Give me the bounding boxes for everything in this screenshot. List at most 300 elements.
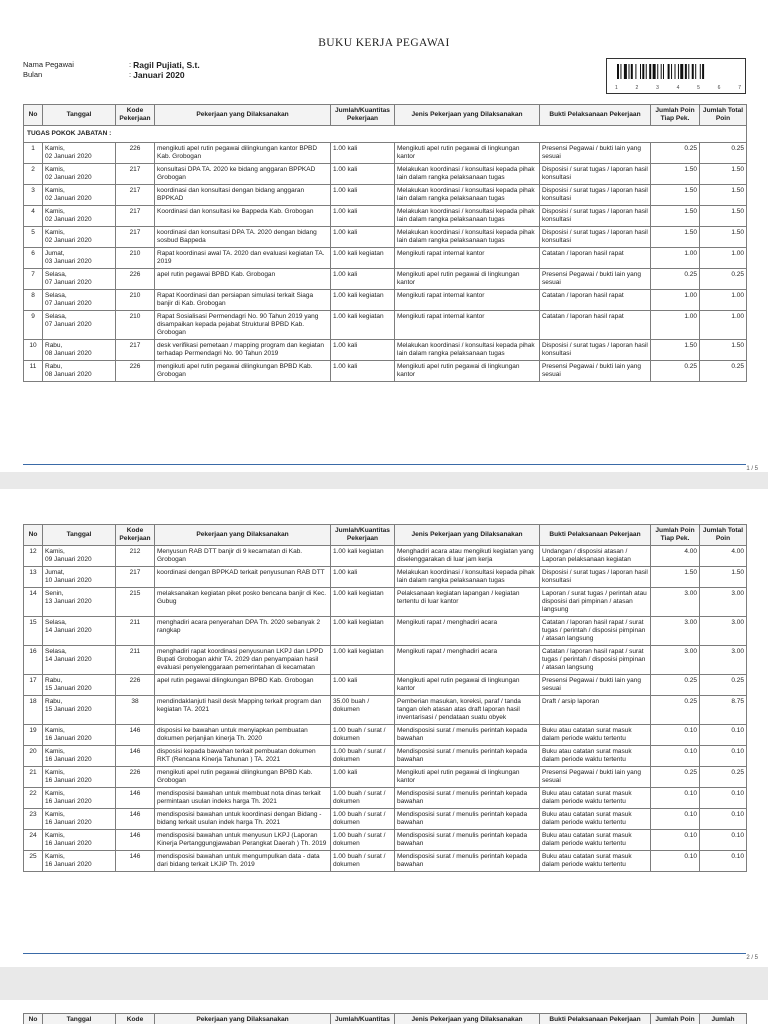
table-body <box>24 126 747 382</box>
table-row <box>24 809 747 830</box>
col-points-each: 1.50 <box>651 185 700 206</box>
col-task-type: Mendisposisi surat / menulis perintah kepada bawahan <box>395 725 540 746</box>
header-col-code: Kode Pekerjaan <box>116 525 155 546</box>
barcode-bars-icon <box>617 64 737 79</box>
col-code: 146 <box>116 851 155 872</box>
col-quantity: 1.00 kali <box>331 361 395 382</box>
col-code: 226 <box>116 361 155 382</box>
col-task-type: Mengikuti apel rutin pegawai di lingkungan kantor <box>395 675 540 696</box>
table-row <box>24 830 747 851</box>
col-quantity: 1.00 buah / surat / dokumen <box>331 788 395 809</box>
header-col-task-type: Jenis Pekerjaan yang Dilaksanakan <box>395 105 540 126</box>
page-footer-line <box>23 464 746 465</box>
table-body <box>24 546 747 872</box>
col-quantity: 1.00 kali kegiatan <box>331 290 395 311</box>
col-quantity: 1.00 kali <box>331 185 395 206</box>
col-quantity: 1.00 kali kegiatan <box>331 248 395 269</box>
col-quantity: 1.00 kali <box>331 269 395 290</box>
table-row <box>24 646 747 675</box>
col-evidence: Disposisi / surat tugas / laporan hasil konsultasi <box>540 340 651 361</box>
col-no: 8 <box>24 290 43 311</box>
document-page-2 <box>0 489 768 967</box>
col-points-each: 0.25 <box>651 361 700 382</box>
barcode-digit: 4 <box>676 85 680 91</box>
page-number: 1 / 5 <box>746 466 758 472</box>
col-no: 23 <box>24 809 43 830</box>
col-code: 212 <box>116 546 155 567</box>
col-date: Kamis, 16 Januari 2020 <box>43 830 116 851</box>
col-task-type: Mengikuti rapat internal kantor <box>395 248 540 269</box>
col-quantity: 1.00 buah / surat / dokumen <box>331 851 395 872</box>
barcode-digit: 1 <box>615 85 618 91</box>
col-points-total: 0.25 <box>700 269 747 290</box>
col-date: Selasa, 14 Januari 2020 <box>43 646 116 675</box>
document-page-3 <box>0 1000 768 1024</box>
table-row <box>24 311 747 340</box>
table-row <box>24 340 747 361</box>
header-col-no: No <box>24 525 43 546</box>
col-evidence: Undangan / disposisi atasan / Laporan pelaksanaan kegiatan <box>540 546 651 567</box>
col-date: Kamis, 02 Januari 2020 <box>43 206 116 227</box>
col-date: Kamis, 02 Januari 2020 <box>43 143 116 164</box>
col-task-type: Menghadiri acara atau mengikuti kegiatan yang diselenggarakan di luar jam kerja <box>395 546 540 567</box>
col-task-type: Mendisposisi surat / menulis perintah kepada bawahan <box>395 788 540 809</box>
col-quantity: 1.00 buah / surat / dokumen <box>331 746 395 767</box>
col-no: 5 <box>24 227 43 248</box>
col-points-total: 1.50 <box>700 227 747 248</box>
table-row <box>24 164 747 185</box>
col-task: Rapat Koordinasi dan persiapan simulasi terkait Siaga banjir di Kab. Grobogan <box>155 290 331 311</box>
col-quantity: 1.00 kali <box>331 164 395 185</box>
col-evidence: Presensi Pegawai / bukti lain yang sesuai <box>540 269 651 290</box>
col-quantity: 1.00 kali <box>331 567 395 588</box>
barcode-digit: 5 <box>697 85 700 91</box>
header-col-quantity: Jumlah/Kuantitas Pekerjaan <box>331 105 395 126</box>
col-code: 215 <box>116 588 155 617</box>
col-points-each: 3.00 <box>651 588 700 617</box>
col-task-type: Mengikuti rapat internal kantor <box>395 290 540 311</box>
col-quantity: 1.00 buah / surat / dokumen <box>331 809 395 830</box>
col-no: 15 <box>24 617 43 646</box>
col-task-type: Mendisposisi surat / menulis perintah kepada bawahan <box>395 746 540 767</box>
col-task: menghadiri acara penyerahan DPA Th. 2020 sebanyak 2 rangkap <box>155 617 331 646</box>
col-task-type: Mengikuti apel rutin pegawai di lingkungan kantor <box>395 361 540 382</box>
table-row <box>24 546 747 567</box>
col-date: Rabu, 15 Januari 2020 <box>43 675 116 696</box>
col-points-each: 1.00 <box>651 290 700 311</box>
employee-info: Nama Pegawai : Ragil Pujiati, S.t. Bulan : Januari 2020 <box>23 60 200 80</box>
col-no: 4 <box>24 206 43 227</box>
col-quantity: 1.00 kali kegiatan <box>331 588 395 617</box>
header-col-task-type: Jenis Pekerjaan yang Dilaksanakan <box>395 1014 540 1024</box>
col-task: mendisposisi bawahan untuk membuat nota dinas terkait permintaan usulan indeks harga Th. 2021 <box>155 788 331 809</box>
table-header <box>24 105 747 126</box>
col-points-each: 1.50 <box>651 340 700 361</box>
col-code: 210 <box>116 290 155 311</box>
col-no: 2 <box>24 164 43 185</box>
col-evidence: Buku atau catatan surat masuk dalam periode waktu tertentu <box>540 788 651 809</box>
col-code: 211 <box>116 617 155 646</box>
col-evidence: Buku atau catatan surat masuk dalam periode waktu tertentu <box>540 830 651 851</box>
col-task: konsultasi DPA TA. 2020 ke bidang anggaran BPPKAD Grobogan <box>155 164 331 185</box>
col-no: 9 <box>24 311 43 340</box>
header-col-quantity: Jumlah/Kuantitas Pekerjaan <box>331 525 395 546</box>
col-code: 146 <box>116 725 155 746</box>
table-row <box>24 746 747 767</box>
header-col-no: No <box>24 1014 43 1024</box>
col-points-total: 3.00 <box>700 646 747 675</box>
col-no: 16 <box>24 646 43 675</box>
col-points-each: 3.00 <box>651 646 700 675</box>
col-points-total: 0.25 <box>700 675 747 696</box>
col-date: Kamis, 16 Januari 2020 <box>43 788 116 809</box>
col-points-each: 1.50 <box>651 164 700 185</box>
table-row <box>24 567 747 588</box>
col-task: Rapat koordinasi awal TA. 2020 dan evaluasi kegiatan TA. 2019 <box>155 248 331 269</box>
header-col-points-each: Jumlah Poin <box>651 1014 700 1024</box>
header-col-date: Tanggal <box>43 1014 116 1024</box>
col-evidence: Buku atau catatan surat masuk dalam periode waktu tertentu <box>540 851 651 872</box>
work-log-table-page-1 <box>23 104 747 382</box>
header-col-no: No <box>24 105 43 126</box>
month-value: Januari 2020 <box>133 70 185 80</box>
col-code: 217 <box>116 567 155 588</box>
col-task-type: Melakukan koordinasi / konsultasi kepada pihak lain dalam rangka pelaksanaan tugas <box>395 164 540 185</box>
col-task-type: Mengikuti rapat / menghadiri acara <box>395 646 540 675</box>
col-no: 12 <box>24 546 43 567</box>
col-evidence: Draft / arsip laporan <box>540 696 651 725</box>
col-quantity: 1.00 kali <box>331 340 395 361</box>
col-code: 146 <box>116 830 155 851</box>
col-date: Kamis, 09 Januari 2020 <box>43 546 116 567</box>
employee-name-label: Nama Pegawai <box>23 60 74 69</box>
col-points-total: 1.50 <box>700 185 747 206</box>
document-title: BUKU KERJA PEGAWAI <box>318 37 450 49</box>
col-no: 13 <box>24 567 43 588</box>
col-task: Menyusun RAB DTT banjir di 9 kecamatan di Kab. Grobogan <box>155 546 331 567</box>
col-points-total: 0.10 <box>700 830 747 851</box>
col-code: 210 <box>116 248 155 269</box>
col-points-each: 0.25 <box>651 675 700 696</box>
col-task: koordinasi dan konsultasi dengan bidang anggaran BPPKAD <box>155 185 331 206</box>
table-row <box>24 767 747 788</box>
col-no: 1 <box>24 143 43 164</box>
col-evidence: Buku atau catatan surat masuk dalam periode waktu tertentu <box>540 725 651 746</box>
col-no: 18 <box>24 696 43 725</box>
table-row <box>24 206 747 227</box>
header-col-task: Pekerjaan yang Dilaksanakan <box>155 105 331 126</box>
col-task: mengikuti apel rutin pegawai dilingkungan kantor BPBD Kab. Grobogan <box>155 143 331 164</box>
col-no: 19 <box>24 725 43 746</box>
col-points-each: 0.10 <box>651 788 700 809</box>
col-points-each: 1.50 <box>651 206 700 227</box>
table-header <box>24 525 747 546</box>
col-code: 217 <box>116 206 155 227</box>
col-evidence: Catatan / laporan hasil rapat <box>540 248 651 269</box>
col-points-total: 0.10 <box>700 851 747 872</box>
table-row <box>24 269 747 290</box>
col-date: Kamis, 16 Januari 2020 <box>43 851 116 872</box>
col-task: Rapat Sosialisasi Permendagri No. 90 Tahun 2019 yang disampaikan kepada pejabat Struktural BPBD Kab. Grobogan <box>155 311 331 340</box>
col-task: melaksanakan kegiatan piket posko bencana banjir di Kec. Gubug <box>155 588 331 617</box>
col-task-type: Mengikuti rapat / menghadiri acara <box>395 617 540 646</box>
col-no: 7 <box>24 269 43 290</box>
col-date: Kamis, 02 Januari 2020 <box>43 164 116 185</box>
col-task-type: Mengikuti apel rutin pegawai di lingkungan kantor <box>395 143 540 164</box>
col-evidence: Buku atau catatan surat masuk dalam periode waktu tertentu <box>540 809 651 830</box>
header-col-evidence: Bukti Pelaksanaan Pekerjaan <box>540 1014 651 1024</box>
col-code: 226 <box>116 675 155 696</box>
col-task: Koordinasi dan konsultasi ke Bappeda Kab. Grobogan <box>155 206 331 227</box>
col-code: 211 <box>116 646 155 675</box>
col-task: mendisposisi bawahan untuk mengumpulkan data - data dari bidang terkait LKJiP Th. 2019 <box>155 851 331 872</box>
col-no: 20 <box>24 746 43 767</box>
col-points-total: 1.50 <box>700 567 747 588</box>
section-title: TUGAS POKOK JABATAN : <box>24 126 747 143</box>
header-col-points-total: Jumlah Total Poin <box>700 525 747 546</box>
table-row <box>24 361 747 382</box>
col-points-total: 1.00 <box>700 290 747 311</box>
table-row <box>24 290 747 311</box>
col-evidence: Catatan / laporan hasil rapat <box>540 311 651 340</box>
col-date: Jumat, 03 Januari 2020 <box>43 248 116 269</box>
col-date: Selasa, 07 Januari 2020 <box>43 311 116 340</box>
col-points-total: 3.00 <box>700 588 747 617</box>
col-date: Kamis, 16 Januari 2020 <box>43 725 116 746</box>
col-date: Rabu, 08 Januari 2020 <box>43 340 116 361</box>
table-row <box>24 851 747 872</box>
col-quantity: 1.00 buah / surat / dokumen <box>331 830 395 851</box>
col-code: 146 <box>116 809 155 830</box>
col-task: mendisposisi bawahan untuk menyusun LKPJ (Laporan Kinerja Pertanggungjawaban Perangkat Daerah ) Th. 2019 <box>155 830 331 851</box>
col-task: apel rutin pegawai dilingkungan BPBD Kab. Grobogan <box>155 675 331 696</box>
table-row <box>24 675 747 696</box>
col-points-total: 8.75 <box>700 696 747 725</box>
col-task: mendindaklanjuti hasil desk Mapping terkait program dan kegiatan TA. 2021 <box>155 696 331 725</box>
header-col-code: Kode Pekerjaan <box>116 105 155 126</box>
col-no: 14 <box>24 588 43 617</box>
col-points-each: 1.50 <box>651 567 700 588</box>
col-date: Jumat, 10 Januari 2020 <box>43 567 116 588</box>
col-points-total: 0.25 <box>700 361 747 382</box>
col-date: Kamis, 16 Januari 2020 <box>43 746 116 767</box>
work-log-table-page-2 <box>23 524 747 872</box>
col-evidence: Presensi Pegawai / bukti lain yang sesuai <box>540 675 651 696</box>
col-evidence: Presensi Pegawai / bukti lain yang sesuai <box>540 767 651 788</box>
col-points-total: 1.50 <box>700 340 747 361</box>
col-quantity: 1.00 buah / surat / dokumen <box>331 725 395 746</box>
col-task: menghadiri rapat koordinasi penyusunan LKPJ dan LPPD Bupati Grobogan akhir TA. 2029 dan penyampaian hasil evaluasi penyelenggaraan pemerintahan di kecamatan <box>155 646 331 675</box>
col-code: 217 <box>116 185 155 206</box>
col-task: koordinasi dengan BPPKAD terkait penyusunan RAB DTT <box>155 567 331 588</box>
col-date: Kamis, 02 Januari 2020 <box>43 227 116 248</box>
col-task: mengikuti apel rutin pegawai dilingkungan BPBD Kab. Grobogan <box>155 767 331 788</box>
col-date: Kamis, 02 Januari 2020 <box>43 185 116 206</box>
col-evidence: Laporan / surat tugas / perintah atau disposisi dari pimpinan / atasan langsung <box>540 588 651 617</box>
header-col-task-type: Jenis Pekerjaan yang Dilaksanakan <box>395 525 540 546</box>
col-task: koordinasi dan konsultasi DPA TA. 2020 dengan bidang sosbud Bappeda <box>155 227 331 248</box>
header-col-evidence: Bukti Pelaksanaan Pekerjaan <box>540 105 651 126</box>
col-points-total: 0.25 <box>700 767 747 788</box>
col-points-total: 1.50 <box>700 164 747 185</box>
table-row <box>24 725 747 746</box>
header-col-points-total: Jumlah <box>700 1014 747 1024</box>
header-col-quantity: Jumlah/Kuantitas <box>331 1014 395 1024</box>
col-task-type: Melakukan koordinasi / konsultasi kepada pihak lain dalam rangka pelaksanaan tugas <box>395 567 540 588</box>
col-task-type: Melakukan koordinasi / konsultasi kepada pihak lain dalam rangka pelaksanaan tugas <box>395 206 540 227</box>
col-code: 217 <box>116 340 155 361</box>
col-task: disposisi ke bawahan untuk menyiapkan pembuatan dokumen perjanjian kinerja Th. 2020 <box>155 725 331 746</box>
page-footer-line <box>23 953 746 954</box>
col-quantity: 35.00 buah / dokumen <box>331 696 395 725</box>
col-task-type: Mendisposisi surat / menulis perintah kepada bawahan <box>395 830 540 851</box>
header-col-points-total: Jumlah Total Poin <box>700 105 747 126</box>
table-row <box>24 185 747 206</box>
col-evidence: Presensi Pegawai / bukti lain yang sesuai <box>540 361 651 382</box>
col-task-type: Pelaksanaan kegiatan lapangan / kegiatan tertentu di luar kantor <box>395 588 540 617</box>
col-code: 226 <box>116 767 155 788</box>
header-col-code: Kode <box>116 1014 155 1024</box>
col-points-each: 0.10 <box>651 746 700 767</box>
col-date: Selasa, 14 Januari 2020 <box>43 617 116 646</box>
col-points-each: 0.25 <box>651 767 700 788</box>
col-points-total: 3.00 <box>700 617 747 646</box>
col-code: 226 <box>116 143 155 164</box>
col-evidence: Catatan / laporan hasil rapat / surat tugas / perintah / disposisi pimpinan / atasan langsung <box>540 646 651 675</box>
col-evidence: Disposisi / surat tugas / laporan hasil konsultasi <box>540 164 651 185</box>
col-points-total: 0.10 <box>700 725 747 746</box>
col-task-type: Pemberian masukan, koreksi, paraf / tanda tangan oleh atasan atas draft laporan hasil inventarisasi / pendataan suatu obyek <box>395 696 540 725</box>
barcode <box>606 58 746 94</box>
table-header-row <box>24 105 747 126</box>
barcode-digits <box>615 85 741 91</box>
table-row <box>24 696 747 725</box>
col-task: mendisposisi bawahan untuk koordinasi dengan Bidang - bidang terkait usulan indek harga Th. 2021 <box>155 809 331 830</box>
table-header-row <box>24 1014 747 1024</box>
col-points-total: 0.10 <box>700 746 747 767</box>
header-col-task: Pekerjaan yang Dilaksanakan <box>155 1014 331 1024</box>
col-code: 217 <box>116 227 155 248</box>
table-row <box>24 788 747 809</box>
col-points-total: 1.00 <box>700 248 747 269</box>
header-col-date: Tanggal <box>43 525 116 546</box>
col-evidence: Presensi Pegawai / bukti lain yang sesuai <box>540 143 651 164</box>
col-task: disposisi kepada bawahan terkait pembuatan dokumen RKT (Rencana Kinerja Tahunan ) TA. 2021 <box>155 746 331 767</box>
col-task: desk verifikasi pemetaan / mapping program dan kegiatan terhadap Permendagri No. 90 Tahun 2019 <box>155 340 331 361</box>
col-evidence: Disposisi / surat tugas / laporan hasil konsultasi <box>540 206 651 227</box>
col-evidence: Disposisi / surat tugas / laporan hasil konsultasi <box>540 567 651 588</box>
table-row <box>24 143 747 164</box>
header-col-points-each: Jumlah Poin Tiap Pek. <box>651 525 700 546</box>
col-points-each: 0.25 <box>651 269 700 290</box>
header-col-task: Pekerjaan yang Dilaksanakan <box>155 525 331 546</box>
col-no: 17 <box>24 675 43 696</box>
section-row <box>24 126 747 143</box>
col-points-total: 4.00 <box>700 546 747 567</box>
col-points-each: 0.25 <box>651 696 700 725</box>
col-no: 3 <box>24 185 43 206</box>
barcode-digit: 2 <box>635 85 639 91</box>
col-points-total: 0.10 <box>700 788 747 809</box>
col-task-type: Mendisposisi surat / menulis perintah kepada bawahan <box>395 809 540 830</box>
col-code: 217 <box>116 164 155 185</box>
col-points-each: 0.10 <box>651 851 700 872</box>
col-date: Senin, 13 Januari 2020 <box>43 588 116 617</box>
col-points-total: 0.10 <box>700 809 747 830</box>
col-evidence: Disposisi / surat tugas / laporan hasil konsultasi <box>540 227 651 248</box>
table-row <box>24 617 747 646</box>
col-points-total: 0.25 <box>700 143 747 164</box>
col-quantity: 1.00 kali kegiatan <box>331 646 395 675</box>
col-evidence: Disposisi / surat tugas / laporan hasil konsultasi <box>540 185 651 206</box>
col-task-type: Mengikuti rapat internal kantor <box>395 311 540 340</box>
col-code: 146 <box>116 746 155 767</box>
table-header-row <box>24 525 747 546</box>
col-points-total: 1.00 <box>700 311 747 340</box>
col-task-type: Melakukan koordinasi / konsultasi kepada pihak lain dalam rangka pelaksanaan tugas <box>395 185 540 206</box>
col-date: Selasa, 07 Januari 2020 <box>43 269 116 290</box>
col-evidence: Buku atau catatan surat masuk dalam periode waktu tertentu <box>540 746 651 767</box>
employee-name: Ragil Pujiati, S.t. <box>133 60 200 70</box>
table-row <box>24 227 747 248</box>
col-points-each: 0.10 <box>651 725 700 746</box>
col-code: 210 <box>116 311 155 340</box>
col-code: 146 <box>116 788 155 809</box>
table-header <box>24 1014 747 1024</box>
col-task: mengikuti apel rutin pegawai dilingkungan BPBD Kab. Grobogan <box>155 361 331 382</box>
col-quantity: 1.00 kali <box>331 767 395 788</box>
col-points-each: 1.00 <box>651 248 700 269</box>
col-quantity: 1.00 kali <box>331 206 395 227</box>
col-task-type: Melakukan koordinasi / konsultasi kepada pihak lain dalam rangka pelaksanaan tugas <box>395 340 540 361</box>
col-points-each: 0.10 <box>651 809 700 830</box>
col-points-each: 0.10 <box>651 830 700 851</box>
col-quantity: 1.00 kali <box>331 227 395 248</box>
col-task: apel rutin pegawai BPBD Kab. Grobogan <box>155 269 331 290</box>
col-points-total: 1.50 <box>700 206 747 227</box>
col-date: Kamis, 16 Januari 2020 <box>43 767 116 788</box>
col-quantity: 1.00 kali kegiatan <box>331 617 395 646</box>
table-row <box>24 588 747 617</box>
work-log-table-page-3 <box>23 1013 747 1024</box>
col-quantity: 1.00 kali <box>331 143 395 164</box>
col-no: 21 <box>24 767 43 788</box>
col-evidence: Catatan / laporan hasil rapat <box>540 290 651 311</box>
col-task-type: Mengikuti apel rutin pegawai di lingkungan kantor <box>395 269 540 290</box>
table-row <box>24 248 747 269</box>
col-no: 10 <box>24 340 43 361</box>
month-label: Bulan <box>23 70 43 79</box>
barcode-digit: 3 <box>656 85 659 91</box>
col-quantity: 1.00 kali <box>331 675 395 696</box>
col-task-type: Mengikuti apel rutin pegawai di lingkungan kantor <box>395 767 540 788</box>
col-no: 6 <box>24 248 43 269</box>
barcode-digit: 7 <box>738 85 741 91</box>
header-col-date: Tanggal <box>43 105 116 126</box>
col-code: 38 <box>116 696 155 725</box>
col-points-each: 1.00 <box>651 311 700 340</box>
col-code: 226 <box>116 269 155 290</box>
col-date: Kamis, 16 Januari 2020 <box>43 809 116 830</box>
document-page-1 <box>0 0 768 472</box>
col-points-each: 0.25 <box>651 143 700 164</box>
col-evidence: Catatan / laporan hasil rapat / surat tugas / perintah / disposisi pimpinan / atasan langsung <box>540 617 651 646</box>
barcode-digit: 6 <box>717 85 721 91</box>
header-col-points-each: Jumlah Poin Tiap Pek. <box>651 105 700 126</box>
col-date: Selasa, 07 Januari 2020 <box>43 290 116 311</box>
col-task-type: Mendisposisi surat / menulis perintah kepada bawahan <box>395 851 540 872</box>
col-no: 24 <box>24 830 43 851</box>
